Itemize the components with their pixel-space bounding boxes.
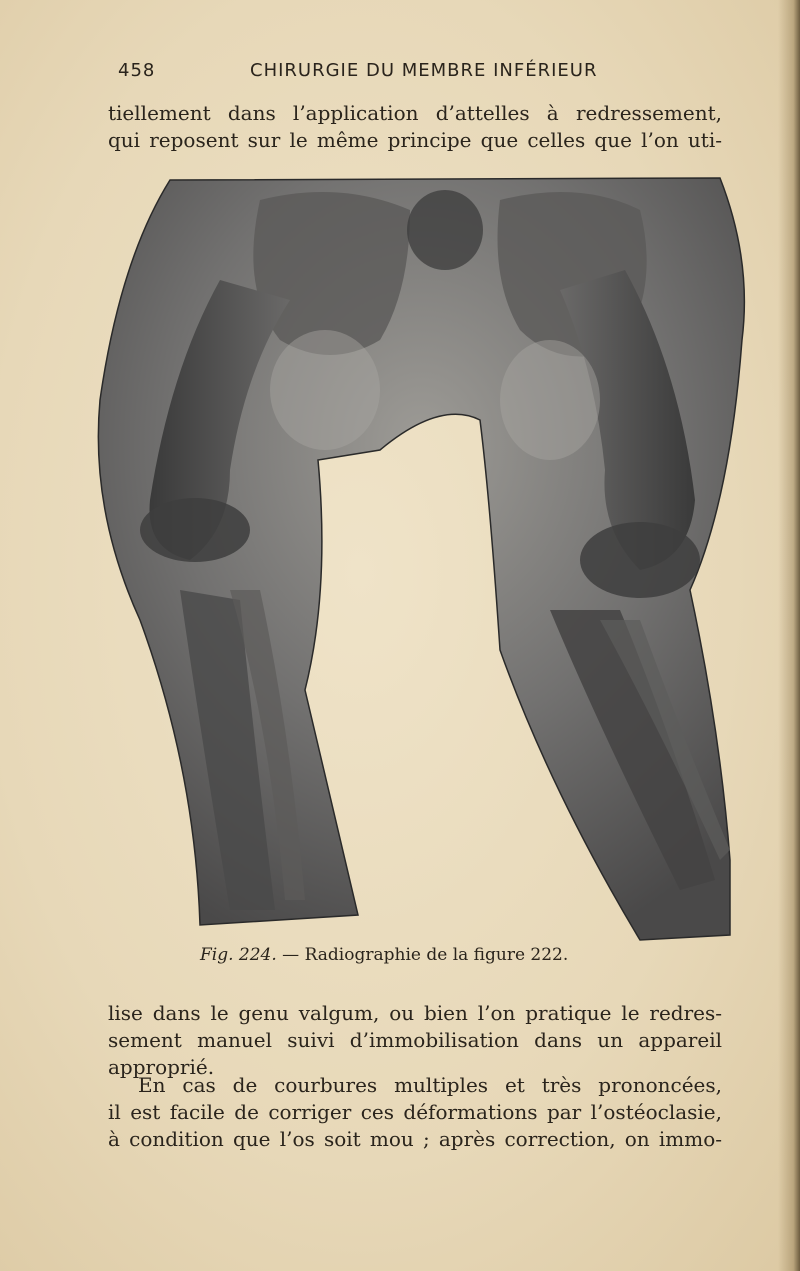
paragraph-bottom (108, 1072, 722, 1153)
page-header (118, 60, 718, 88)
text-line: approprié. (108, 1055, 215, 1079)
running-title: CHIRURGIE DU MEMBRE INFÉRIEUR (250, 60, 598, 81)
figure-caption (200, 945, 640, 965)
figure-label: Fig. 224. (200, 945, 277, 965)
page-number: 458 (118, 60, 156, 81)
text-line: lise dans le genu valgum, ou bien l’on pratique le redres- (108, 1001, 722, 1025)
text-line: tiellement dans l’application d’attelles à redressement, (108, 101, 722, 125)
figure-caption-text: — Radiographie de la figure 222. (276, 945, 569, 965)
radiograph-figure (80, 170, 750, 945)
paragraph-top (108, 100, 722, 154)
page-spine-shadow (778, 0, 800, 1271)
text-line: à condition que l’os soit mou ; après correction, on immo- (108, 1127, 722, 1151)
text-line: En cas de courbures multiples et très prononcées, (138, 1073, 722, 1097)
paragraph-middle (108, 1000, 722, 1081)
text-line: sement manuel suivi d’immobilisation dans un appareil (108, 1028, 722, 1052)
text-line: il est facile de corriger ces déformations par l’ostéoclasie, (108, 1100, 722, 1124)
radiograph-legs-illustration (80, 170, 750, 945)
text-line: qui reposent sur le même principe que celles que l’on uti- (108, 128, 722, 152)
